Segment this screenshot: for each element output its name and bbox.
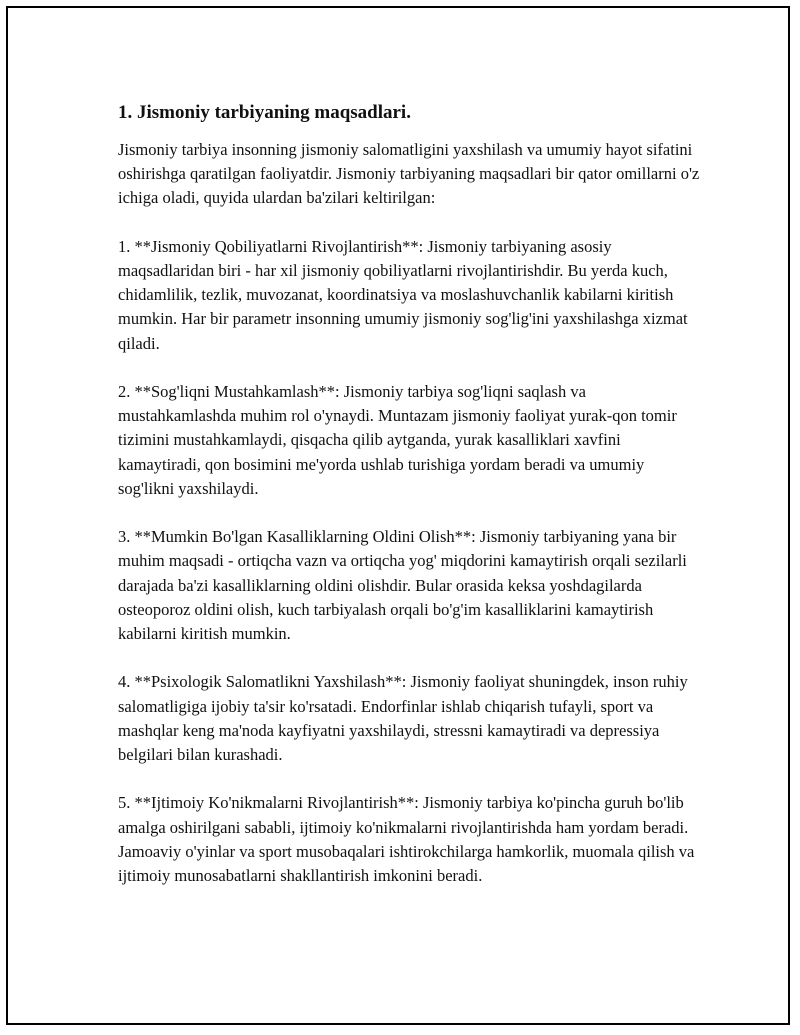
document-content — [118, 100, 703, 912]
goal-2-paragraph: 2. **Sog'liqni Mustahkamlash**: Jismoniy tarbiya sog'liqni saqlash va mustahkamlashda muhim rol o'ynaydi. Muntazam jismoniy faoliyat yurak-qon tomir tizimini mustahkamlaydi, qisqacha qilib aytganda, yurak kasalliklari xavfini kamaytiradi, qon bosimini me'yorda ushlab turishiga yordam beradi va umumiy sog'likni yaxshilaydi. — [118, 382, 677, 498]
goal-5-paragraph: 5. **Ijtimoiy Ko'nikmalarni Rivojlantirish**: Jismoniy tarbiya ko'pincha guruh bo'lib amalga oshirilgani sababli, ijtimoiy ko'nikmalarni rivojlantirishda ham yordam beradi. Jamoaviy o'yinlar va sport musobaqalari ishtirokchilarga hamkorlik, muomala qilish va ijtimoiy munosabatlarni shakllantirish imkonini beradi. — [118, 793, 695, 886]
goal-1-paragraph: 1. **Jismoniy Qobiliyatlarni Rivojlantirish**: Jismoniy tarbiyaning asosiy maqsadlaridan biri - har xil jismoniy qobiliyatlarni rivojlantirishdir. Bu yerda kuch, chidamlilik, tezlik, muvozanat, koordinatsiya va moslashuvchanlik kabilarni kiritish mumkin. Har bir parametr insonning umumiy jismoniy sog'lig'ini yaxshilashga xizmat qiladi. — [118, 236, 688, 353]
document-page — [6, 6, 790, 1025]
document-title: 1. Jismoniy tarbiyaning maqsadlari. — [118, 102, 411, 123]
goal-4-paragraph: 4. **Psixologik Salomatlikni Yaxshilash**: Jismoniy faoliyat shuningdek, inson ruhiy salomatligiga ijobiy ta'sir ko'rsatadi. Endorfinlar ishlab chiqarish tufayli, sport va mashqlar keng ma'noda kayfiyatni yaxshilaydi, stressni kamaytiradi va depressiya belgilari bilan kurashadi. — [118, 672, 688, 765]
goal-3-paragraph: 3. **Mumkin Bo'lgan Kasalliklarning Oldini Olish**: Jismoniy tarbiyaning yana bir muhim maqsadi - ortiqcha vazn va ortiqcha yog' miqdorini kamaytirish orqali sezilarli darajada ba'zi kasalliklarning oldini olishdir. Bular orasida keksa yoshdagilarda osteoporoz oldini olish, kuch tarbiyalash orqali bo'g'im kasalliklarini kamaytirish kabilarni kiritish mumkin. — [118, 527, 687, 644]
intro-paragraph: Jismoniy tarbiya insonning jismoniy salomatligini yaxshilash va umumiy hayot sifatini oshirishga qaratilgan faoliyatdir. Jismoniy tarbiyaning maqsadlari bir qator omillarni o'z ichiga oladi, quyida ulardan ba'zilari keltirilgan: — [118, 140, 700, 208]
